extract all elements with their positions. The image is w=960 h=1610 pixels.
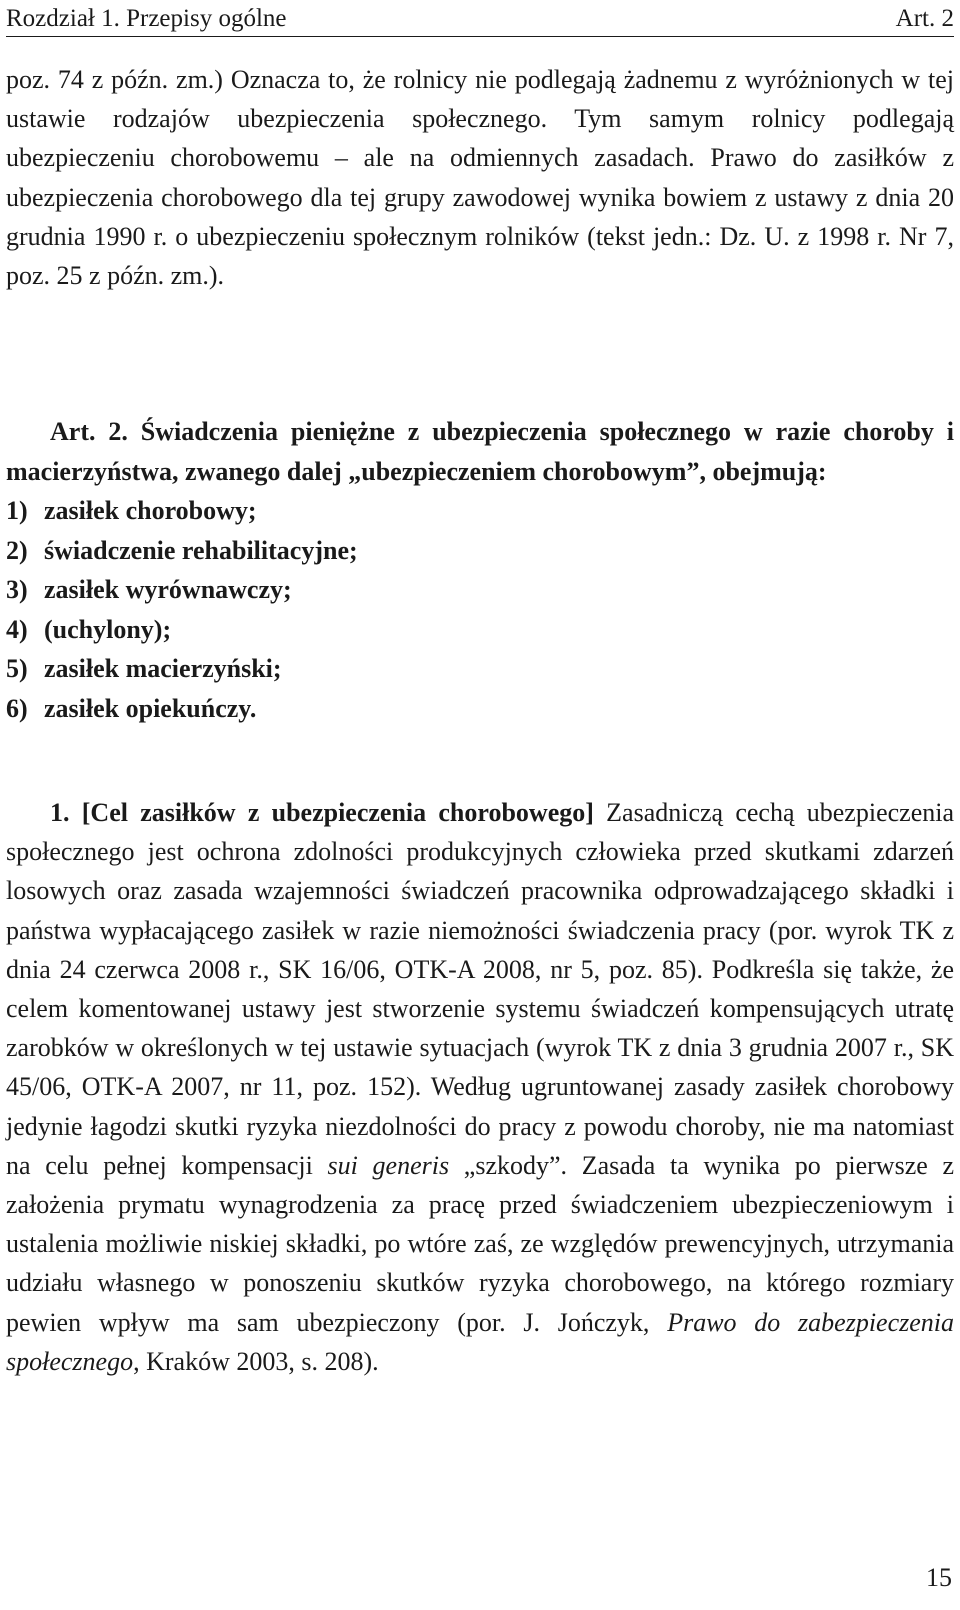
list-item	[6, 610, 954, 650]
commentary-paragraph	[6, 793, 954, 1381]
intro-paragraph: poz. 74 z późn. zm.) Oznacza to, że rolnicy nie podlegają żadnemu z wyróżnionych w tej ustawie rodzajów ubezpieczenia społecznego. Tym samym rolnicy podlegają ubezpieczeniu chorobowemu – ale na odmiennych zasadach. Prawo do zasiłków z ubezpieczenia chorobowego dla tej grupy zawodowej wynika bowiem z ustawy z dnia 20 grudnia 1990 r. o ubezpieczeniu społecznym rolników (tekst jedn.: Dz. U. z 1998 r. Nr 7, poz. 25 z późn. zm.).	[6, 65, 954, 291]
commentary-text: „szkody”. Zasada ta wynika po pierwsze z założenia prymatu wynagrodzenia za pracę przed świadczeniem ubezpieczeniowym i ustalenia możliwie niskiej składki, po wtóre zaś, ze względów prewencyjnych, utrzymania udziału własnego w ponoszeniu skutków ryzyka chorobowego, na którego rozmiary pewien wpływ ma sam ubezpieczony (por. J. Jończyk,	[6, 1150, 955, 1337]
list-item-number: 2)	[6, 535, 28, 565]
list-item	[6, 531, 954, 571]
cited-book-title: Prawo do zabezpieczenia społecznego	[6, 1307, 955, 1376]
list-item	[6, 491, 954, 531]
list-item-text: zasiłek wyrównawczy;	[44, 575, 292, 604]
list-item	[6, 570, 954, 610]
running-header	[6, 2, 954, 37]
list-item-text: zasiłek opiekuńczy.	[44, 693, 257, 723]
benefits-list	[6, 491, 954, 728]
list-item-number: 5)	[6, 654, 28, 683]
article-reference: Art. 2	[895, 5, 954, 32]
list-item-text: świadczenie rehabilitacyjne;	[44, 535, 358, 565]
article-lead: Art. 2. Świadczenia pieniężne z ubezpieczenia społecznego w razie choroby i macierzyństwa, zwanego dalej „ubezpieczeniem chorobowym”, obejmują:	[6, 417, 954, 486]
article-2	[6, 412, 954, 728]
chapter-title: Rozdział 1. Przepisy ogólne	[6, 5, 287, 32]
list-item-text: zasiłek macierzyński;	[44, 654, 282, 683]
latin-phrase: sui generis	[327, 1150, 450, 1180]
document-page	[6, 0, 954, 1610]
page-number: 15	[926, 1563, 952, 1592]
list-item-number: 6)	[6, 693, 28, 723]
list-item	[6, 689, 954, 729]
list-item-number: 4)	[6, 614, 28, 644]
commentary-text: Zasadniczą cechą ubezpieczenia społecznego jest ochrona zdolności produkcyjnych człowieka przed skutkami zdarzeń losowych oraz zasada wzajemności świadczeń pracownika odprowadzającego składki i państwa wypłacającego zasiłek w razie niemożności świadczenia pracy (por. wyrok TK z dnia 24 czerwca 2008 r., SK 16/06, OTK-A 2008, nr 5, poz. 85). Podkreśla się także, że celem komentowanej ustawy jest stworzenie systemu świadczeń kompensujących utratę zarobków w określonych w tej ustawie sytuacjach (wyrok TK z dnia 3 grudnia 2007 r., SK 45/06, OTK-A 2007, nr 11, poz. 152). Według ugruntowanej zasady zasiłek chorobowy jedynie łagodzi skutki ryzyka niezdolności do pracy z powodu choroby, nie ma natomiast na celu pełnej kompensacji	[6, 798, 954, 1180]
list-item-text: zasiłek chorobowy;	[44, 496, 257, 525]
list-item-number: 1)	[6, 496, 28, 525]
commentary-text: , Kraków 2003, s. 208).	[133, 1346, 379, 1376]
list-item-number: 3)	[6, 575, 28, 604]
commentary-heading: 1. [Cel zasiłków z ubezpieczenia chorobowego]	[50, 798, 594, 827]
list-item	[6, 649, 954, 689]
list-item-text: (uchylony);	[44, 614, 172, 644]
